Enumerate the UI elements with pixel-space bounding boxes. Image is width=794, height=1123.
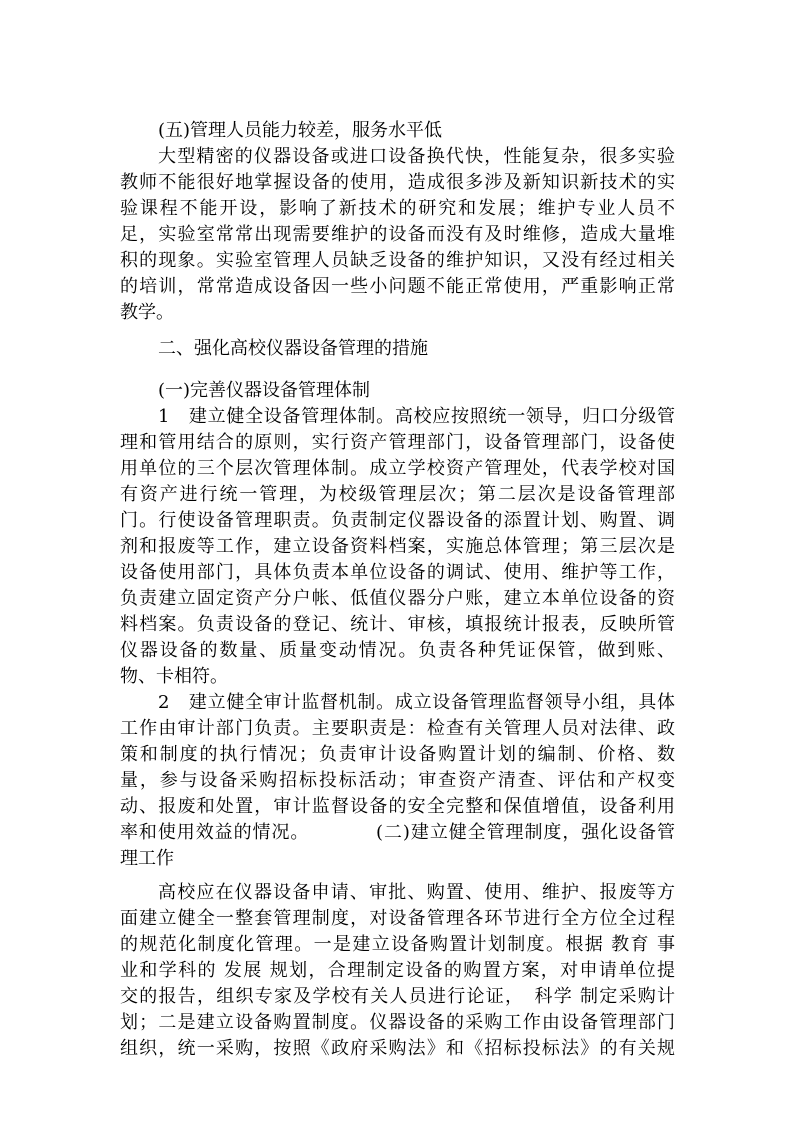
text-line: 理工作: [120, 848, 174, 869]
text-line: 二、强化高校仪器设备管理的措施: [158, 338, 428, 359]
text-line: 设备使用部门，具体负责本单位设备的调试、使用、维护等工作，: [120, 562, 675, 583]
text-line: 足，实验室常常出现需要维护的设备而没有及时维修，造成大量堆: [120, 224, 675, 245]
text-line: 剂和报废等工作，建立设备资料档案，实施总体管理；第三层次是: [120, 536, 675, 557]
text-line: 动、报废和处置，审计监督设备的安全完整和保值增值，设备利用: [120, 796, 675, 817]
text-line: (五)管理人员能力较差，服务水平低: [158, 120, 443, 141]
text-line: 门。行使设备管理职责。负责制定仪器设备的添置计划、购置、调: [120, 510, 675, 531]
text-line: 工作由审计部门负责。主要职责是：检查有关管理人员对法律、政: [120, 718, 675, 739]
section-heading-h1: [120, 378, 675, 404]
text-line: 有资产进行统一管理，为校级管理层次；第二层次是设备管理部: [120, 484, 675, 505]
text-line: 量，参与设备采购招标投标活动；审查资产清查、评估和产权变: [120, 770, 675, 791]
text-line: 交的报告，组织专家及学校有关人员进行论证， 科学 制定采购计: [120, 986, 675, 1007]
text-line: 物、卡相符。: [120, 666, 228, 687]
section-heading-h5: [120, 118, 675, 144]
text-line: 仪器设备的数量、质量变动情况。负责各种凭证保管，做到账、: [120, 640, 675, 661]
text-line: (一)完善仪器设备管理体制: [158, 380, 371, 401]
text-line: 积的现象。实验室管理人员缺乏设备的维护知识，又没有经过相关: [120, 250, 675, 271]
text-line: 大型精密的仪器设备或进口设备换代快，性能复杂，很多实验: [158, 146, 675, 167]
text-line: 2 建立健全审计监督机制。成立设备管理监督领导小组，具体: [158, 692, 675, 713]
section-heading-h2: [120, 336, 675, 362]
text-line: 教师不能很好地掌握设备的使用，造成很多涉及新知识新技术的实: [120, 172, 675, 193]
text-line: 的规范化制度化管理。一是建立设备购置计划制度。根据 教育 事: [120, 934, 675, 955]
text-line: 高校应在仪器设备申请、审批、购置、使用、维护、报废等方: [158, 882, 675, 903]
text-line: 划；二是建立设备购置制度。仪器设备的采购工作由设备管理部门: [120, 1012, 675, 1033]
text-line: 的培训，常常造成设备因一些小问题不能正常使用，严重影响正常: [120, 276, 675, 297]
text-line: 1 建立健全设备管理体制。高校应按照统一领导，归口分级管: [158, 406, 675, 427]
text-line: 策和制度的执行情况；负责审计设备购置计划的编制、价格、数: [120, 744, 675, 765]
text-line: 验课程不能开设，影响了新技术的研究和发展；维护专业人员不: [120, 198, 675, 219]
text-line: 料档案。负责设备的登记、统计、审核，填报统计报表，反映所管: [120, 614, 675, 635]
paragraph-p3: [120, 690, 675, 872]
paragraph-p4: [120, 880, 675, 1062]
text-line: 用单位的三个层次管理体制。成立学校资产管理处，代表学校对国: [120, 458, 675, 479]
paragraph-p1: [120, 144, 675, 326]
text-line: 教学。: [120, 302, 174, 323]
paragraph-p2: [120, 404, 675, 690]
text-line: 理和管用结合的原则，实行资产管理部门，设备管理部门，设备使: [120, 432, 675, 453]
text-line: 率和使用效益的情况。 (二)建立健全管理制度，强化设备管: [120, 822, 675, 843]
text-line: 负责建立固定资产分户帐、低值仪器分户账，建立本单位设备的资: [120, 588, 675, 609]
text-line: 面建立健全一整套管理制度，对设备管理各环节进行全方位全过程: [120, 908, 675, 929]
text-line: 业和学科的 发展 规划，合理制定设备的购置方案，对申请单位提: [120, 960, 675, 981]
text-line: 组织，统一采购，按照《政府采购法》和《招标投标法》的有关规: [120, 1038, 675, 1059]
